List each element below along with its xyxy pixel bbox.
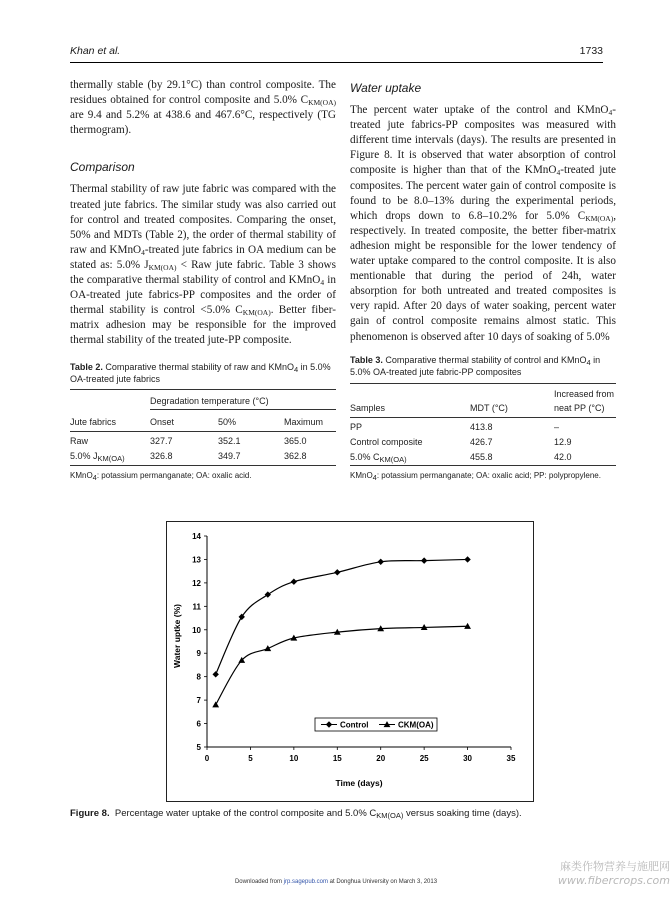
y-axis-label: Water uptke (%): [172, 604, 182, 668]
table-3-caption: Table 3. Comparative thermal stability of control and KMnO$_4$ in 5.0% OA-treated jute fabric-PP composites: [350, 355, 601, 377]
table-cell: 327.7: [150, 436, 173, 446]
table-3-col-header: MDT (°C): [470, 403, 508, 413]
x-tick-label: 5: [248, 754, 253, 763]
table-row-label: Control composite: [350, 437, 423, 447]
legend-label-ckm-oa: CKM(OA): [398, 720, 434, 730]
watermark: [552, 858, 670, 887]
figure-8-caption: Figure 8. Percentage water uptake of the control composite and 5.0% $C_{KM(OA)}$ versus soaking time (days).: [70, 808, 522, 820]
table-cell: 12.9: [554, 437, 572, 447]
y-tick-label: 5: [196, 743, 201, 752]
y-tick-label: 6: [196, 719, 201, 729]
data-point-control: [265, 591, 271, 597]
right-column: [350, 78, 616, 345]
x-tick-label: 25: [419, 754, 429, 763]
data-point-control: [291, 579, 297, 585]
table-cell: 455.8: [470, 452, 493, 462]
table-3-col-header: neat PP (°C): [554, 403, 605, 413]
table-3: [350, 354, 616, 491]
y-tick-label: 7: [196, 696, 201, 706]
legend-label-control: Control: [340, 720, 369, 730]
table-row-label: 5.0% $C_{KM(OA)}$: [350, 452, 407, 464]
y-tick-label: 10: [192, 625, 201, 635]
data-point-control: [464, 556, 470, 562]
table-2-bottom-rule: [70, 465, 336, 466]
table-3-col-header: Increased from: [554, 389, 615, 399]
table-cell: 365.0: [284, 436, 307, 446]
table-2-col-header: 50%: [218, 417, 237, 427]
table-2-col-header: Onset: [150, 417, 175, 427]
table-cell: 413.8: [470, 422, 493, 432]
watermark-chinese: 麻类作物营养与施肥网: [560, 860, 670, 873]
paragraph-water-uptake: The percent water uptake of the control and KMnO$_4$-treated jute fabrics-PP composites was measured with different time intervals (days). The results are presented in Figure 8. It is observed that water absorption of control composite is higher than that of the KMnO$_4$-treated jute composites. The percent water gain of control composite is found to be 8.0–13% during the experimental periods, which drops down to 6.8–10.2% for 5.0% $C_{KM(OA)}$, respectively. In treated composite, the better fiber-matrix adhesion might be responsible for the lower tendency of water uptake compared to the control composite. It is also mentionable that during the period of 24h, water absorption for both untreated and treated composites is very rapid. After 20 days of water soaking, percent water gain of control composite remains almost static. This phenomenon is observed after 10 days of soaking of 5.0%: [350, 104, 616, 343]
page-number: 1733: [579, 45, 603, 57]
data-point-control: [378, 559, 384, 565]
table-cell: 349.7: [218, 451, 241, 461]
table-cell: 326.8: [150, 451, 173, 461]
table-2-header-rule: [70, 431, 336, 432]
table-3-top-rule: [350, 383, 616, 384]
table-2-top-rule: [70, 389, 336, 390]
table-row-label: 5.0% $J_{KM(OA)}$: [70, 451, 125, 463]
table-2-footnote: KMnO$_4$: potassium permanganate; OA: oxalic acid.: [70, 471, 252, 482]
water-uptake-chart: [167, 522, 533, 801]
y-tick-label: 9: [196, 649, 201, 659]
table-cell: 352.1: [218, 436, 241, 446]
x-tick-label: 0: [204, 754, 210, 763]
table-row-label: Raw: [70, 436, 89, 446]
header-rule: [70, 62, 603, 63]
table-cell: 42.0: [554, 452, 572, 462]
section-heading-comparison: Comparison: [70, 160, 135, 175]
table-2-group-header: Degradation temperature (°C): [150, 396, 269, 406]
watermark-url: www.fibercrops.com: [557, 874, 670, 887]
series-line-control: [216, 559, 468, 674]
y-tick-label: 11: [192, 602, 201, 612]
x-tick-label: 30: [463, 754, 473, 763]
y-tick-label: 8: [196, 672, 201, 682]
y-tick-label: 14: [192, 532, 201, 541]
table-3-header-rule: [350, 417, 616, 418]
x-tick-label: 10: [289, 754, 299, 763]
data-point-control: [212, 671, 218, 677]
x-tick-label: 35: [506, 754, 516, 763]
x-tick-label: 20: [376, 754, 386, 763]
x-tick-label: 15: [332, 754, 342, 763]
table-2-col-header: Maximum: [284, 417, 324, 427]
paragraph-comparison: Thermal stability of raw jute fabric was compared with the treated jute fabrics. The similar study was also carried out for control and treated composites. Comparing the onset, 50% and MDTs (Table 2), the order of thermal stability of raw and KMnO$_4$-treated jute fabrics in OA medium can be stated as: 5.0% $J_{KM(OA)}$ < Raw jute fabric. Table 3 shows the comparative thermal stability of control and KMnO$_4$ in OA-treated jute fabrics-PP composites and the order of thermal stability is control <5.0% $C_{KM(OA)}$. Better fiber-matrix adhesion may be responsible for the improved thermal stability of the treated jute-PP composite.: [70, 183, 336, 347]
data-point-control: [334, 569, 340, 575]
download-footer: Downloaded from jrp.sagepub.com at Donghua University on March 3, 2013: [234, 879, 438, 885]
table-row-label: PP: [350, 422, 363, 432]
figure-8-frame: [166, 521, 534, 802]
x-axis-label: Time (days): [335, 778, 383, 788]
paragraph-tg-residues: thermally stable (by 29.1°C) than control composite. The residues obtained for control composite and 5.0% $C_{KM(OA)}$ are 9.4 and 5.2% at 438.6 and 467.6°C, respectively (TG thermogram).: [70, 79, 336, 137]
table-3-bottom-rule: [350, 465, 616, 466]
running-head: [70, 45, 603, 61]
running-head-author: Khan et al.: [70, 45, 121, 57]
table-3-footnote: KMnO$_4$: potassium permanganate; OA: oxalic acid; PP: polypropylene.: [350, 471, 601, 482]
data-point-ckm-oa: [264, 645, 271, 651]
y-tick-label: 13: [192, 555, 201, 565]
series-line-ckm-oa: [216, 626, 468, 705]
table-2: [70, 361, 336, 491]
table-2-col-header: Jute fabrics: [70, 417, 117, 427]
table-cell: 426.7: [470, 437, 493, 447]
data-point-control: [421, 557, 427, 563]
y-tick-label: 12: [192, 578, 201, 588]
table-cell: 362.8: [284, 451, 307, 461]
left-column: [70, 78, 336, 349]
footer-link[interactable]: jrp.sagepub.com: [283, 879, 328, 885]
data-point-ckm-oa: [212, 701, 219, 707]
table-cell: –: [554, 422, 560, 432]
section-heading-water-uptake: Water uptake: [350, 81, 422, 95]
table-3-col-header: Samples: [350, 403, 386, 413]
table-2-group-rule: [150, 409, 336, 410]
table-2-caption: Table 2. Comparative thermal stability of raw and KMnO$_4$ in 5.0% OA-treated jute fabrics: [70, 362, 331, 384]
